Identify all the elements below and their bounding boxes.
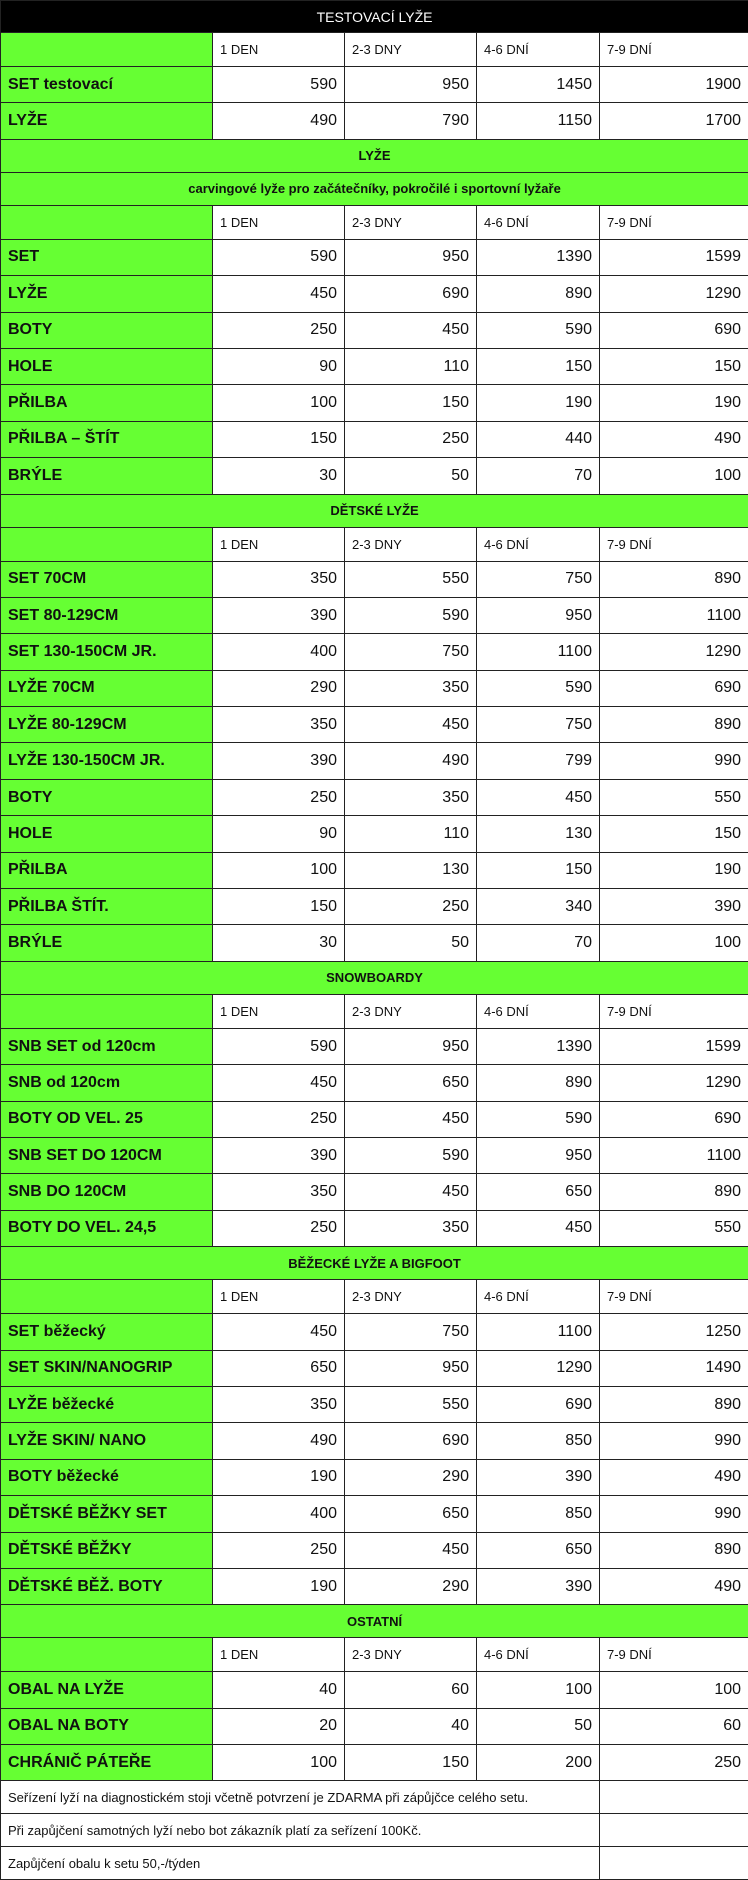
price-cell: 100: [213, 852, 345, 888]
price-row: [1, 707, 748, 743]
price-cell: 130: [345, 852, 477, 888]
price-cell: 1700: [600, 103, 748, 139]
price-cell: 90: [213, 348, 345, 384]
section-header-row: [1, 961, 748, 994]
day-header-cell: 4-6 DNÍ: [477, 1280, 600, 1314]
price-cell: 150: [345, 385, 477, 421]
price-row: [1, 348, 748, 384]
day-header-cell: 7-9 DNÍ: [600, 1638, 748, 1672]
price-cell: 1900: [600, 67, 748, 103]
price-cell: 690: [600, 312, 748, 348]
price-cell: 50: [345, 925, 477, 961]
price-cell: 440: [477, 421, 600, 457]
day-header-cell: 7-9 DNÍ: [600, 1280, 748, 1314]
price-cell: 590: [213, 1028, 345, 1064]
price-cell: 90: [213, 816, 345, 852]
item-label: SNB DO 120CM: [1, 1174, 213, 1210]
price-cell: 450: [213, 276, 345, 312]
day-header-row: [1, 527, 748, 561]
day-header-cell: 4-6 DNÍ: [477, 33, 600, 67]
price-cell: 590: [345, 1137, 477, 1173]
price-cell: 690: [600, 670, 748, 706]
section-title: BĚŽECKÉ LYŽE A BIGFOOT: [1, 1247, 748, 1280]
price-cell: 799: [477, 743, 600, 779]
item-label: PŘILBA: [1, 852, 213, 888]
day-header-cell: 7-9 DNÍ: [600, 205, 748, 239]
price-cell: 50: [345, 458, 477, 494]
price-cell: 100: [600, 925, 748, 961]
price-cell: 190: [600, 385, 748, 421]
price-row: [1, 1174, 748, 1210]
price-cell: 390: [213, 597, 345, 633]
price-cell: 950: [345, 239, 477, 275]
price-row: [1, 385, 748, 421]
item-label: SET testovací: [1, 67, 213, 103]
price-cell: 250: [345, 421, 477, 457]
item-label: SET 130-150CM JR.: [1, 634, 213, 670]
price-cell: 550: [600, 779, 748, 815]
price-cell: 490: [213, 1423, 345, 1459]
price-row: [1, 561, 748, 597]
price-cell: 650: [345, 1065, 477, 1101]
item-label: BRÝLE: [1, 458, 213, 494]
day-header-cell: 2-3 DNY: [345, 527, 477, 561]
price-cell: 350: [213, 707, 345, 743]
price-cell: 590: [345, 597, 477, 633]
item-label: LYŽE: [1, 276, 213, 312]
price-row: [1, 1496, 748, 1532]
price-cell: 790: [345, 103, 477, 139]
price-cell: 490: [600, 1568, 748, 1604]
price-cell: 290: [345, 1459, 477, 1495]
price-row: [1, 103, 748, 139]
price-cell: 290: [213, 670, 345, 706]
price-cell: 250: [213, 312, 345, 348]
price-cell: 250: [213, 1210, 345, 1246]
price-cell: 690: [600, 1101, 748, 1137]
price-cell: 590: [477, 1101, 600, 1137]
price-cell: 650: [477, 1532, 600, 1568]
price-row: [1, 1568, 748, 1604]
note-spacer-cell: [600, 1847, 748, 1880]
price-row: [1, 312, 748, 348]
price-cell: 350: [213, 1386, 345, 1422]
price-row: [1, 276, 748, 312]
item-label: BRÝLE: [1, 925, 213, 961]
price-row: [1, 458, 748, 494]
price-cell: 60: [600, 1708, 748, 1744]
price-row: [1, 1532, 748, 1568]
price-cell: 60: [345, 1672, 477, 1708]
price-cell: 1450: [477, 67, 600, 103]
price-cell: 190: [213, 1568, 345, 1604]
day-header-row: [1, 205, 748, 239]
section-header-row: [1, 172, 748, 205]
price-cell: 850: [477, 1496, 600, 1532]
day-header-cell: 1 DEN: [213, 1638, 345, 1672]
price-cell: 400: [213, 1496, 345, 1532]
price-cell: 340: [477, 889, 600, 925]
price-cell: 890: [600, 1386, 748, 1422]
item-label: PŘILBA ŠTÍT.: [1, 889, 213, 925]
price-cell: 190: [213, 1459, 345, 1495]
price-row: [1, 852, 748, 888]
price-cell: 450: [477, 779, 600, 815]
price-cell: 70: [477, 925, 600, 961]
note-row: [1, 1781, 748, 1814]
day-header-cell: 2-3 DNY: [345, 1280, 477, 1314]
section-header-row: [1, 494, 748, 527]
price-row: [1, 597, 748, 633]
day-header-cell: 4-6 DNÍ: [477, 994, 600, 1028]
price-cell: 750: [345, 634, 477, 670]
price-cell: 190: [477, 385, 600, 421]
price-row: [1, 1459, 748, 1495]
day-header-cell: 2-3 DNY: [345, 994, 477, 1028]
price-cell: 450: [345, 312, 477, 348]
item-label: PŘILBA: [1, 385, 213, 421]
price-row: [1, 670, 748, 706]
day-header-row: [1, 1638, 748, 1672]
price-cell: 390: [213, 743, 345, 779]
price-row: [1, 634, 748, 670]
price-cell: 30: [213, 458, 345, 494]
price-cell: 350: [345, 1210, 477, 1246]
price-cell: 450: [477, 1210, 600, 1246]
price-cell: 950: [345, 67, 477, 103]
item-label: LYŽE 70CM: [1, 670, 213, 706]
price-cell: 350: [213, 561, 345, 597]
price-cell: 750: [345, 1314, 477, 1350]
item-label: BOTY DO VEL. 24,5: [1, 1210, 213, 1246]
price-row: [1, 743, 748, 779]
price-cell: 110: [345, 348, 477, 384]
section-title: DĚTSKÉ LYŽE: [1, 494, 748, 527]
day-header-cell: 7-9 DNÍ: [600, 527, 748, 561]
price-cell: 150: [213, 421, 345, 457]
price-cell: 490: [600, 1459, 748, 1495]
price-cell: 590: [213, 239, 345, 275]
price-cell: 350: [345, 779, 477, 815]
item-label: BOTY běžecké: [1, 1459, 213, 1495]
item-label: SNB SET DO 120CM: [1, 1137, 213, 1173]
price-cell: 590: [477, 312, 600, 348]
price-cell: 390: [477, 1568, 600, 1604]
price-row: [1, 1101, 748, 1137]
header-label-cell: [1, 994, 213, 1028]
item-label: LYŽE SKIN/ NANO: [1, 1423, 213, 1459]
item-label: HOLE: [1, 816, 213, 852]
section-title: LYŽE: [1, 139, 748, 172]
section-header-row: [1, 1605, 748, 1638]
price-cell: 100: [477, 1672, 600, 1708]
price-cell: 990: [600, 1423, 748, 1459]
item-label: BOTY OD VEL. 25: [1, 1101, 213, 1137]
price-cell: 390: [213, 1137, 345, 1173]
price-cell: 650: [345, 1496, 477, 1532]
section-header-row: [1, 1247, 748, 1280]
price-row: [1, 1672, 748, 1708]
price-cell: 100: [213, 385, 345, 421]
price-cell: 890: [600, 561, 748, 597]
item-label: OBAL NA BOTY: [1, 1708, 213, 1744]
price-row: [1, 925, 748, 961]
price-cell: 1100: [477, 1314, 600, 1350]
price-row: [1, 1386, 748, 1422]
price-cell: 1290: [600, 634, 748, 670]
price-row: [1, 1065, 748, 1101]
price-cell: 200: [477, 1745, 600, 1781]
price-cell: 490: [213, 103, 345, 139]
day-header-cell: 1 DEN: [213, 527, 345, 561]
price-cell: 1290: [477, 1350, 600, 1386]
price-cell: 450: [213, 1314, 345, 1350]
price-cell: 250: [345, 889, 477, 925]
day-header-cell: 7-9 DNÍ: [600, 994, 748, 1028]
note-spacer-cell: [600, 1814, 748, 1847]
price-cell: 190: [600, 852, 748, 888]
price-cell: 390: [600, 889, 748, 925]
price-cell: 1100: [600, 1137, 748, 1173]
price-cell: 990: [600, 1496, 748, 1532]
note-text: Seřízení lyží na diagnostickém stoji včetně potvrzení je ZDARMA při zápůjčce celého setu.: [1, 1781, 600, 1814]
price-cell: 40: [345, 1708, 477, 1744]
price-cell: 100: [213, 1745, 345, 1781]
price-cell: 950: [477, 1137, 600, 1173]
price-cell: 250: [213, 1532, 345, 1568]
section-title: carvingové lyže pro začátečníky, pokročilé i sportovní lyžaře: [1, 172, 748, 205]
item-label: LYŽE 80-129CM: [1, 707, 213, 743]
price-cell: 450: [345, 1101, 477, 1137]
table-title: TESTOVACÍ LYŽE: [1, 1, 748, 33]
price-row: [1, 1137, 748, 1173]
day-header-cell: 1 DEN: [213, 1280, 345, 1314]
item-label: CHRÁNIČ PÁTEŘE: [1, 1745, 213, 1781]
price-cell: 150: [213, 889, 345, 925]
price-cell: 1599: [600, 1028, 748, 1064]
section-title: SNOWBOARDY: [1, 961, 748, 994]
day-header-cell: 2-3 DNY: [345, 1638, 477, 1672]
item-label: OBAL NA LYŽE: [1, 1672, 213, 1708]
price-cell: 450: [213, 1065, 345, 1101]
price-cell: 290: [345, 1568, 477, 1604]
price-cell: 550: [600, 1210, 748, 1246]
price-row: [1, 1708, 748, 1744]
price-cell: 950: [345, 1028, 477, 1064]
price-row: [1, 1423, 748, 1459]
price-cell: 250: [213, 1101, 345, 1137]
price-cell: 30: [213, 925, 345, 961]
price-cell: 890: [600, 1174, 748, 1210]
item-label: SNB od 120cm: [1, 1065, 213, 1101]
item-label: BOTY: [1, 779, 213, 815]
price-cell: 1100: [477, 634, 600, 670]
note-text: Při zapůjčení samotných lyží nebo bot zákazník platí za seřízení 100Kč.: [1, 1814, 600, 1847]
price-cell: 650: [477, 1174, 600, 1210]
day-header-row: [1, 994, 748, 1028]
price-row: [1, 779, 748, 815]
item-label: SET 70CM: [1, 561, 213, 597]
price-cell: 490: [600, 421, 748, 457]
price-cell: 400: [213, 634, 345, 670]
day-header-row: [1, 33, 748, 67]
price-cell: 50: [477, 1708, 600, 1744]
price-cell: 20: [213, 1708, 345, 1744]
price-row: [1, 889, 748, 925]
price-cell: 590: [213, 67, 345, 103]
price-cell: 1290: [600, 276, 748, 312]
price-cell: 350: [213, 1174, 345, 1210]
note-spacer-cell: [600, 1781, 748, 1814]
header-label-cell: [1, 1638, 213, 1672]
header-label-cell: [1, 527, 213, 561]
price-cell: 390: [477, 1459, 600, 1495]
day-header-cell: 7-9 DNÍ: [600, 33, 748, 67]
price-cell: 890: [477, 1065, 600, 1101]
price-cell: 750: [477, 561, 600, 597]
item-label: SET: [1, 239, 213, 275]
item-label: DĚTSKÉ BĚŽKY SET: [1, 1496, 213, 1532]
price-cell: 110: [345, 816, 477, 852]
price-cell: 150: [600, 816, 748, 852]
price-cell: 450: [345, 1532, 477, 1568]
price-cell: 890: [477, 276, 600, 312]
item-label: HOLE: [1, 348, 213, 384]
price-cell: 690: [345, 276, 477, 312]
price-cell: 1390: [477, 1028, 600, 1064]
price-row: [1, 67, 748, 103]
price-cell: 150: [477, 348, 600, 384]
item-label: DĚTSKÉ BĚŽKY: [1, 1532, 213, 1568]
price-cell: 40: [213, 1672, 345, 1708]
price-cell: 130: [477, 816, 600, 852]
price-cell: 150: [600, 348, 748, 384]
price-row: [1, 1350, 748, 1386]
price-row: [1, 1028, 748, 1064]
price-cell: 1390: [477, 239, 600, 275]
item-label: LYŽE běžecké: [1, 1386, 213, 1422]
header-label-cell: [1, 205, 213, 239]
price-row: [1, 1210, 748, 1246]
item-label: LYŽE: [1, 103, 213, 139]
price-cell: 990: [600, 743, 748, 779]
price-cell: 750: [477, 707, 600, 743]
price-cell: 1100: [600, 597, 748, 633]
price-cell: 100: [600, 1672, 748, 1708]
day-header-row: [1, 1280, 748, 1314]
price-cell: 1290: [600, 1065, 748, 1101]
price-cell: 490: [345, 743, 477, 779]
price-cell: 550: [345, 1386, 477, 1422]
price-cell: 150: [345, 1745, 477, 1781]
price-cell: 250: [213, 779, 345, 815]
note-row: [1, 1847, 748, 1880]
item-label: BOTY: [1, 312, 213, 348]
note-row: [1, 1814, 748, 1847]
day-header-cell: 2-3 DNY: [345, 33, 477, 67]
price-cell: 590: [477, 670, 600, 706]
price-row: [1, 239, 748, 275]
price-row: [1, 421, 748, 457]
price-cell: 1599: [600, 239, 748, 275]
price-row: [1, 1745, 748, 1781]
header-label-cell: [1, 33, 213, 67]
price-cell: 150: [477, 852, 600, 888]
price-cell: 450: [345, 1174, 477, 1210]
item-label: LYŽE 130-150CM JR.: [1, 743, 213, 779]
day-header-cell: 4-6 DNÍ: [477, 1638, 600, 1672]
item-label: SET SKIN/NANOGRIP: [1, 1350, 213, 1386]
price-cell: 250: [600, 1745, 748, 1781]
price-row: [1, 1314, 748, 1350]
price-cell: 690: [477, 1386, 600, 1422]
item-label: SNB SET od 120cm: [1, 1028, 213, 1064]
price-cell: 850: [477, 1423, 600, 1459]
price-cell: 690: [345, 1423, 477, 1459]
price-cell: 950: [345, 1350, 477, 1386]
price-row: [1, 816, 748, 852]
item-label: SET běžecký: [1, 1314, 213, 1350]
section-title: OSTATNÍ: [1, 1605, 748, 1638]
day-header-cell: 4-6 DNÍ: [477, 527, 600, 561]
note-text: Zapůjčení obalu k setu 50,-/týden: [1, 1847, 600, 1880]
price-cell: 550: [345, 561, 477, 597]
day-header-cell: 1 DEN: [213, 205, 345, 239]
item-label: SET 80-129CM: [1, 597, 213, 633]
day-header-cell: 1 DEN: [213, 33, 345, 67]
price-cell: 890: [600, 1532, 748, 1568]
price-cell: 70: [477, 458, 600, 494]
price-cell: 950: [477, 597, 600, 633]
item-label: DĚTSKÉ BĚŽ. BOTY: [1, 1568, 213, 1604]
price-cell: 650: [213, 1350, 345, 1386]
price-cell: 450: [345, 707, 477, 743]
price-cell: 1490: [600, 1350, 748, 1386]
day-header-cell: 2-3 DNY: [345, 205, 477, 239]
price-cell: 890: [600, 707, 748, 743]
price-cell: 350: [345, 670, 477, 706]
item-label: PŘILBA – ŠTÍT: [1, 421, 213, 457]
header-label-cell: [1, 1280, 213, 1314]
price-cell: 1250: [600, 1314, 748, 1350]
day-header-cell: 1 DEN: [213, 994, 345, 1028]
title-row: [1, 1, 748, 33]
section-header-row: [1, 139, 748, 172]
day-header-cell: 4-6 DNÍ: [477, 205, 600, 239]
price-cell: 1150: [477, 103, 600, 139]
price-cell: 100: [600, 458, 748, 494]
